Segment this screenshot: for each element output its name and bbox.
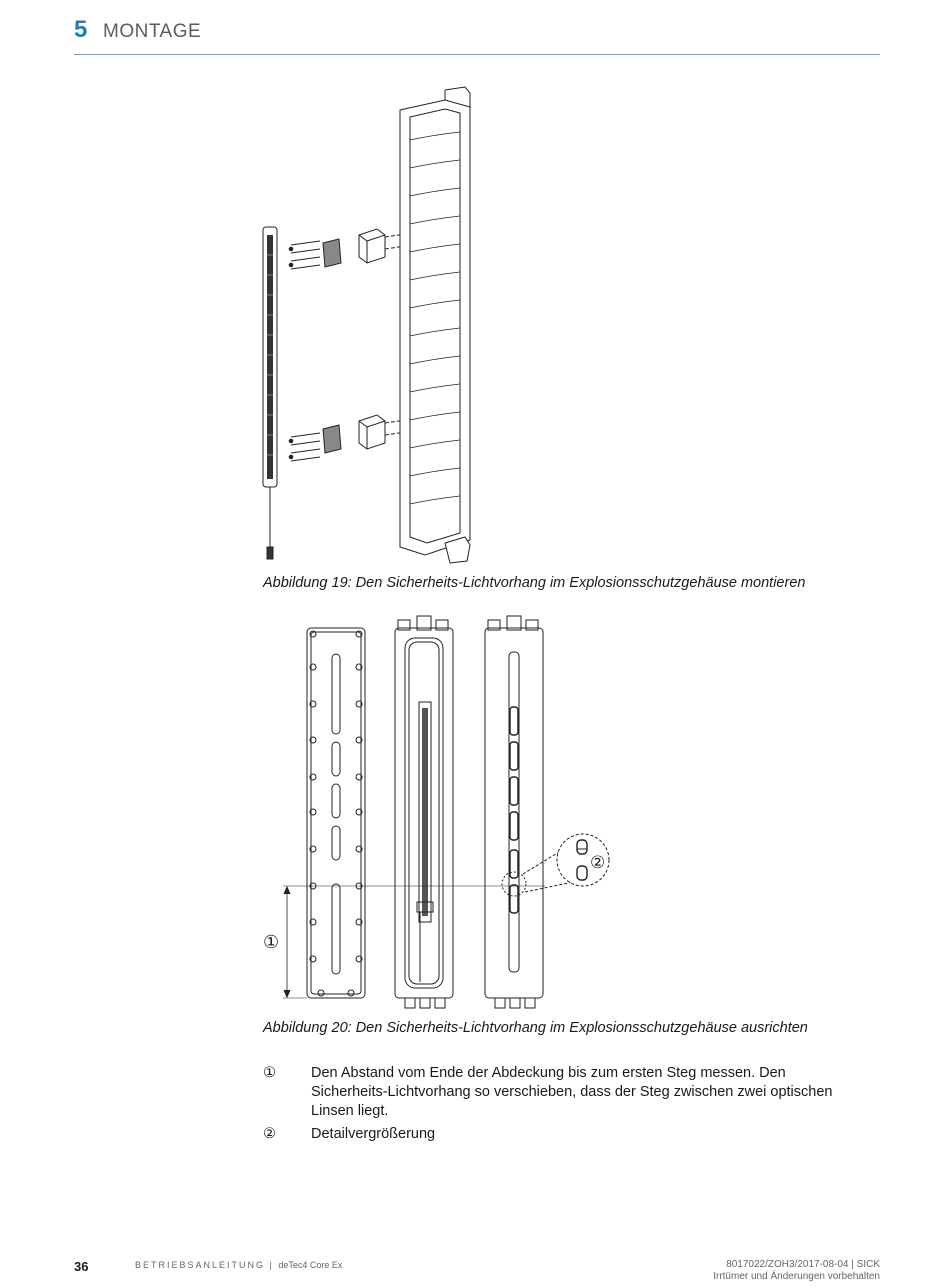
disclaimer: Irrtümer und Änderungen vorbehalten [713, 1271, 880, 1282]
product-name: deTec4 Core Ex [278, 1260, 343, 1270]
callout-2: ② [590, 853, 606, 873]
chapter-number: 5 [74, 16, 88, 43]
cover-plate-drawing [307, 628, 365, 998]
light-curtain-drawing [263, 227, 277, 559]
housing-drawing [400, 87, 470, 563]
housing-rear-drawing [485, 616, 543, 1008]
figure-legend [263, 1064, 863, 1148]
callout-1: ① [263, 932, 280, 953]
legend-text: Detailvergrößerung [311, 1126, 436, 1142]
figure-19-caption: Abbildung 19: Den Sicherheits-Lichtvorhang im Explosionsschutzgehäuse montieren [263, 575, 806, 591]
chapter-title: MONTAGE [103, 21, 202, 42]
legend-item [263, 1064, 863, 1121]
housing-front-drawing [395, 616, 453, 1008]
legend-text: Den Abstand vom Ende der Abdeckung bis zum ersten Steg messen. Den Sicherheits-Lichtvorhang so verschieben, dass der Steg zwischen zwei optischen Linsen liegt. [311, 1065, 833, 1119]
legend-number: ① [263, 1065, 276, 1081]
footer-right [713, 1259, 880, 1283]
measurement-line [283, 886, 545, 998]
page-header [74, 14, 880, 55]
doc-type: BETRIEBSANLEITUNG | [135, 1260, 279, 1270]
legend-number: ② [263, 1126, 276, 1142]
figure-19-mounting-illustration [255, 85, 495, 570]
figure-20-alignment-illustration [255, 612, 625, 1012]
footer-doc-title [135, 1260, 342, 1270]
figure-20-caption: Abbildung 20: Den Sicherheits-Lichtvorhang im Explosionsschutzgehäuse ausrichten [263, 1020, 808, 1036]
legend-item [263, 1125, 863, 1144]
doc-id: 8017022/ZOH3/2017-08-04 | SICK [726, 1259, 880, 1270]
page-number: 36 [74, 1259, 89, 1274]
